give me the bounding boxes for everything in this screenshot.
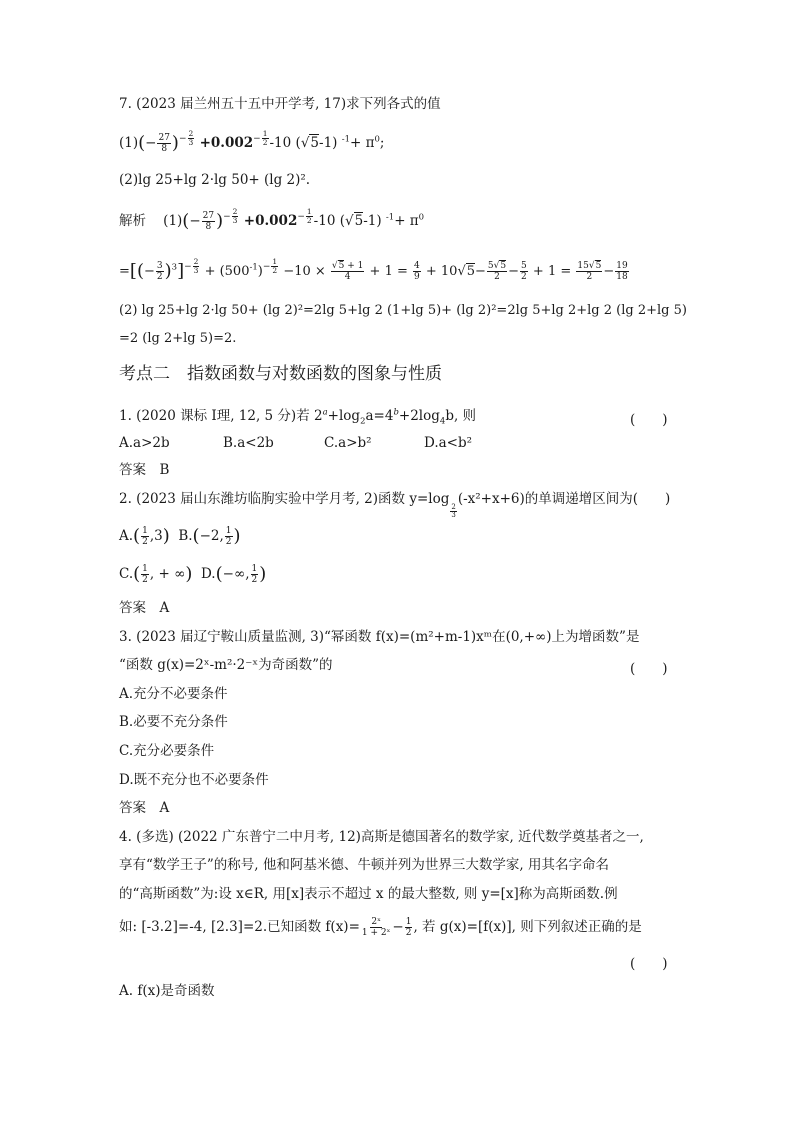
q7-header: 7. (2023 届兰州五十五中开学考, 17)求下列各式的值 <box>119 96 441 112</box>
fraction: $\frac{27}{8}$ <box>158 133 170 154</box>
q2-option-d: D.(−∞, $\frac{1}{2}$ ) <box>200 563 267 585</box>
q2-options-row2 <box>119 564 266 585</box>
q1-answer: 答案 B <box>119 462 170 478</box>
q3-answer-bracket: ( ) <box>630 661 668 677</box>
q7-part1-label: (1) <box>119 135 139 151</box>
q3-option-a: A.充分不必要条件 <box>119 686 228 702</box>
q3-line1: 3. (2023 届辽宁鞍山质量监测, 3)“幂函数 f(x)=(m²+m-1)xᵐ在(0,+∞)上为增函数”是 <box>119 629 640 645</box>
section-title: 考点二 指数函数与对数函数的图象与性质 <box>119 364 442 384</box>
q1-options <box>119 433 472 453</box>
q2-option-a: A.( $\frac{1}{2}$ ,3) <box>119 525 170 547</box>
solution-line1: 解析 (1)(− $\frac{27}{8}$ )− $\frac{2}{3}$ +0.002− $\frac{1}{2}$ -10 (√5-1) $^{-1}+ \pi^0$ <box>119 207 425 232</box>
q4-option-a: A. f(x)是奇函数 <box>119 983 215 999</box>
q1-option-b: B.a<2b <box>223 435 274 451</box>
q7-part2: (2)lg 25+lg 2·lg 50+ (lg 2)². <box>119 172 311 188</box>
solution-line2: =[(− $\frac{3}{2}$ )$^3$]− $\frac{2}{3}$ + $(500^{-1})-$ $\frac{1}{2}$ −10 × $\frac{√5 + 1}{4}$ + 1 = $\frac{4}{9}$ + 10√5− $\frac{5√5}{2}$ − $\frac{5}{2}$ + 1 = $\frac{15√5}{2}$ − $\frac{19}{18}$ <box>119 257 628 282</box>
q3-option-b: B.必要不充分条件 <box>119 714 228 730</box>
solution-part2-line1: (2) lg 25+lg 2·lg 50+ (lg 2)²=2lg 5+lg 2 (1+lg 5)+ (lg 2)²=2lg 5+lg 2+lg 2 (lg 2+lg 5) <box>119 303 687 318</box>
solution-part2-line2: =2 (lg 2+lg 5)=2. <box>119 331 237 346</box>
q4-answer-bracket: ( ) <box>630 956 668 972</box>
q2-option-c: C.( $\frac{1}{2}$ , + ∞) <box>119 563 193 585</box>
q4-line4: 如: [-3.2]=-4, [2.3]=2.已知函数 f(x)= $\frac{\text{2ˣ}}{\text{1 + 2ˣ}}$ − $\frac{1}{2}$ , 若 g(x)=[f(x)], 则下列叙述正确的是 <box>119 917 642 938</box>
q3-option-c: C.充分必要条件 <box>119 743 215 759</box>
q2-stem: 2. (2023 届山东潍坊临朐实验中学月考, 2)函数 y=log $\frac{2}{3}$ (-x²+x+6)的单调递增区间为( ) <box>119 491 671 519</box>
q1-answer-bracket: ( ) <box>630 412 668 428</box>
q2-options-row1 <box>119 526 241 547</box>
q3-answer: 答案 A <box>119 800 170 816</box>
q3-option-d: D.既不充分也不必要条件 <box>119 772 269 788</box>
q1-option-a: A.a>2b <box>119 435 170 451</box>
q1-option-c: C.a>b² <box>324 435 372 451</box>
q3-line2: “函数 g(x)=2ˣ-m²·2⁻ˣ为奇函数”的 <box>119 657 333 673</box>
q1-stem: 1. (2020 课标 Ⅰ理, 12, 5 分)若 $2^a+\log_2a=4^b+2\log_4b$, 则 <box>119 407 477 427</box>
q4-line3: 的“高斯函数”为:设 x∈R, 用[x]表示不超过 x 的最大整数, 则 y=[x]称为高斯函数.例 <box>119 886 618 902</box>
q7-part1: (1)(− $\frac{27}{8}$ )− $\frac{2}{3}$ +0.002− $\frac{1}{2}$ -10 (√5-1) $^{-1}+ \pi^0$; <box>119 129 385 154</box>
q4-line1: 4. (多选) (2022 广东普宁二中月考, 12)高斯是德国著名的数学家, 近代数学奠基者之一, <box>119 829 644 845</box>
q4-line2: 享有“数学王子”的称号, 他和阿基米德、牛顿并列为世界三大数学家, 用其名字命名 <box>119 857 609 873</box>
q1-option-d: D.a<b² <box>424 435 473 451</box>
solution-label: 解析 <box>119 213 146 229</box>
q2-answer: 答案 A <box>119 600 170 616</box>
q2-option-b: B.(−2, $\frac{1}{2}$ ) <box>178 525 241 547</box>
